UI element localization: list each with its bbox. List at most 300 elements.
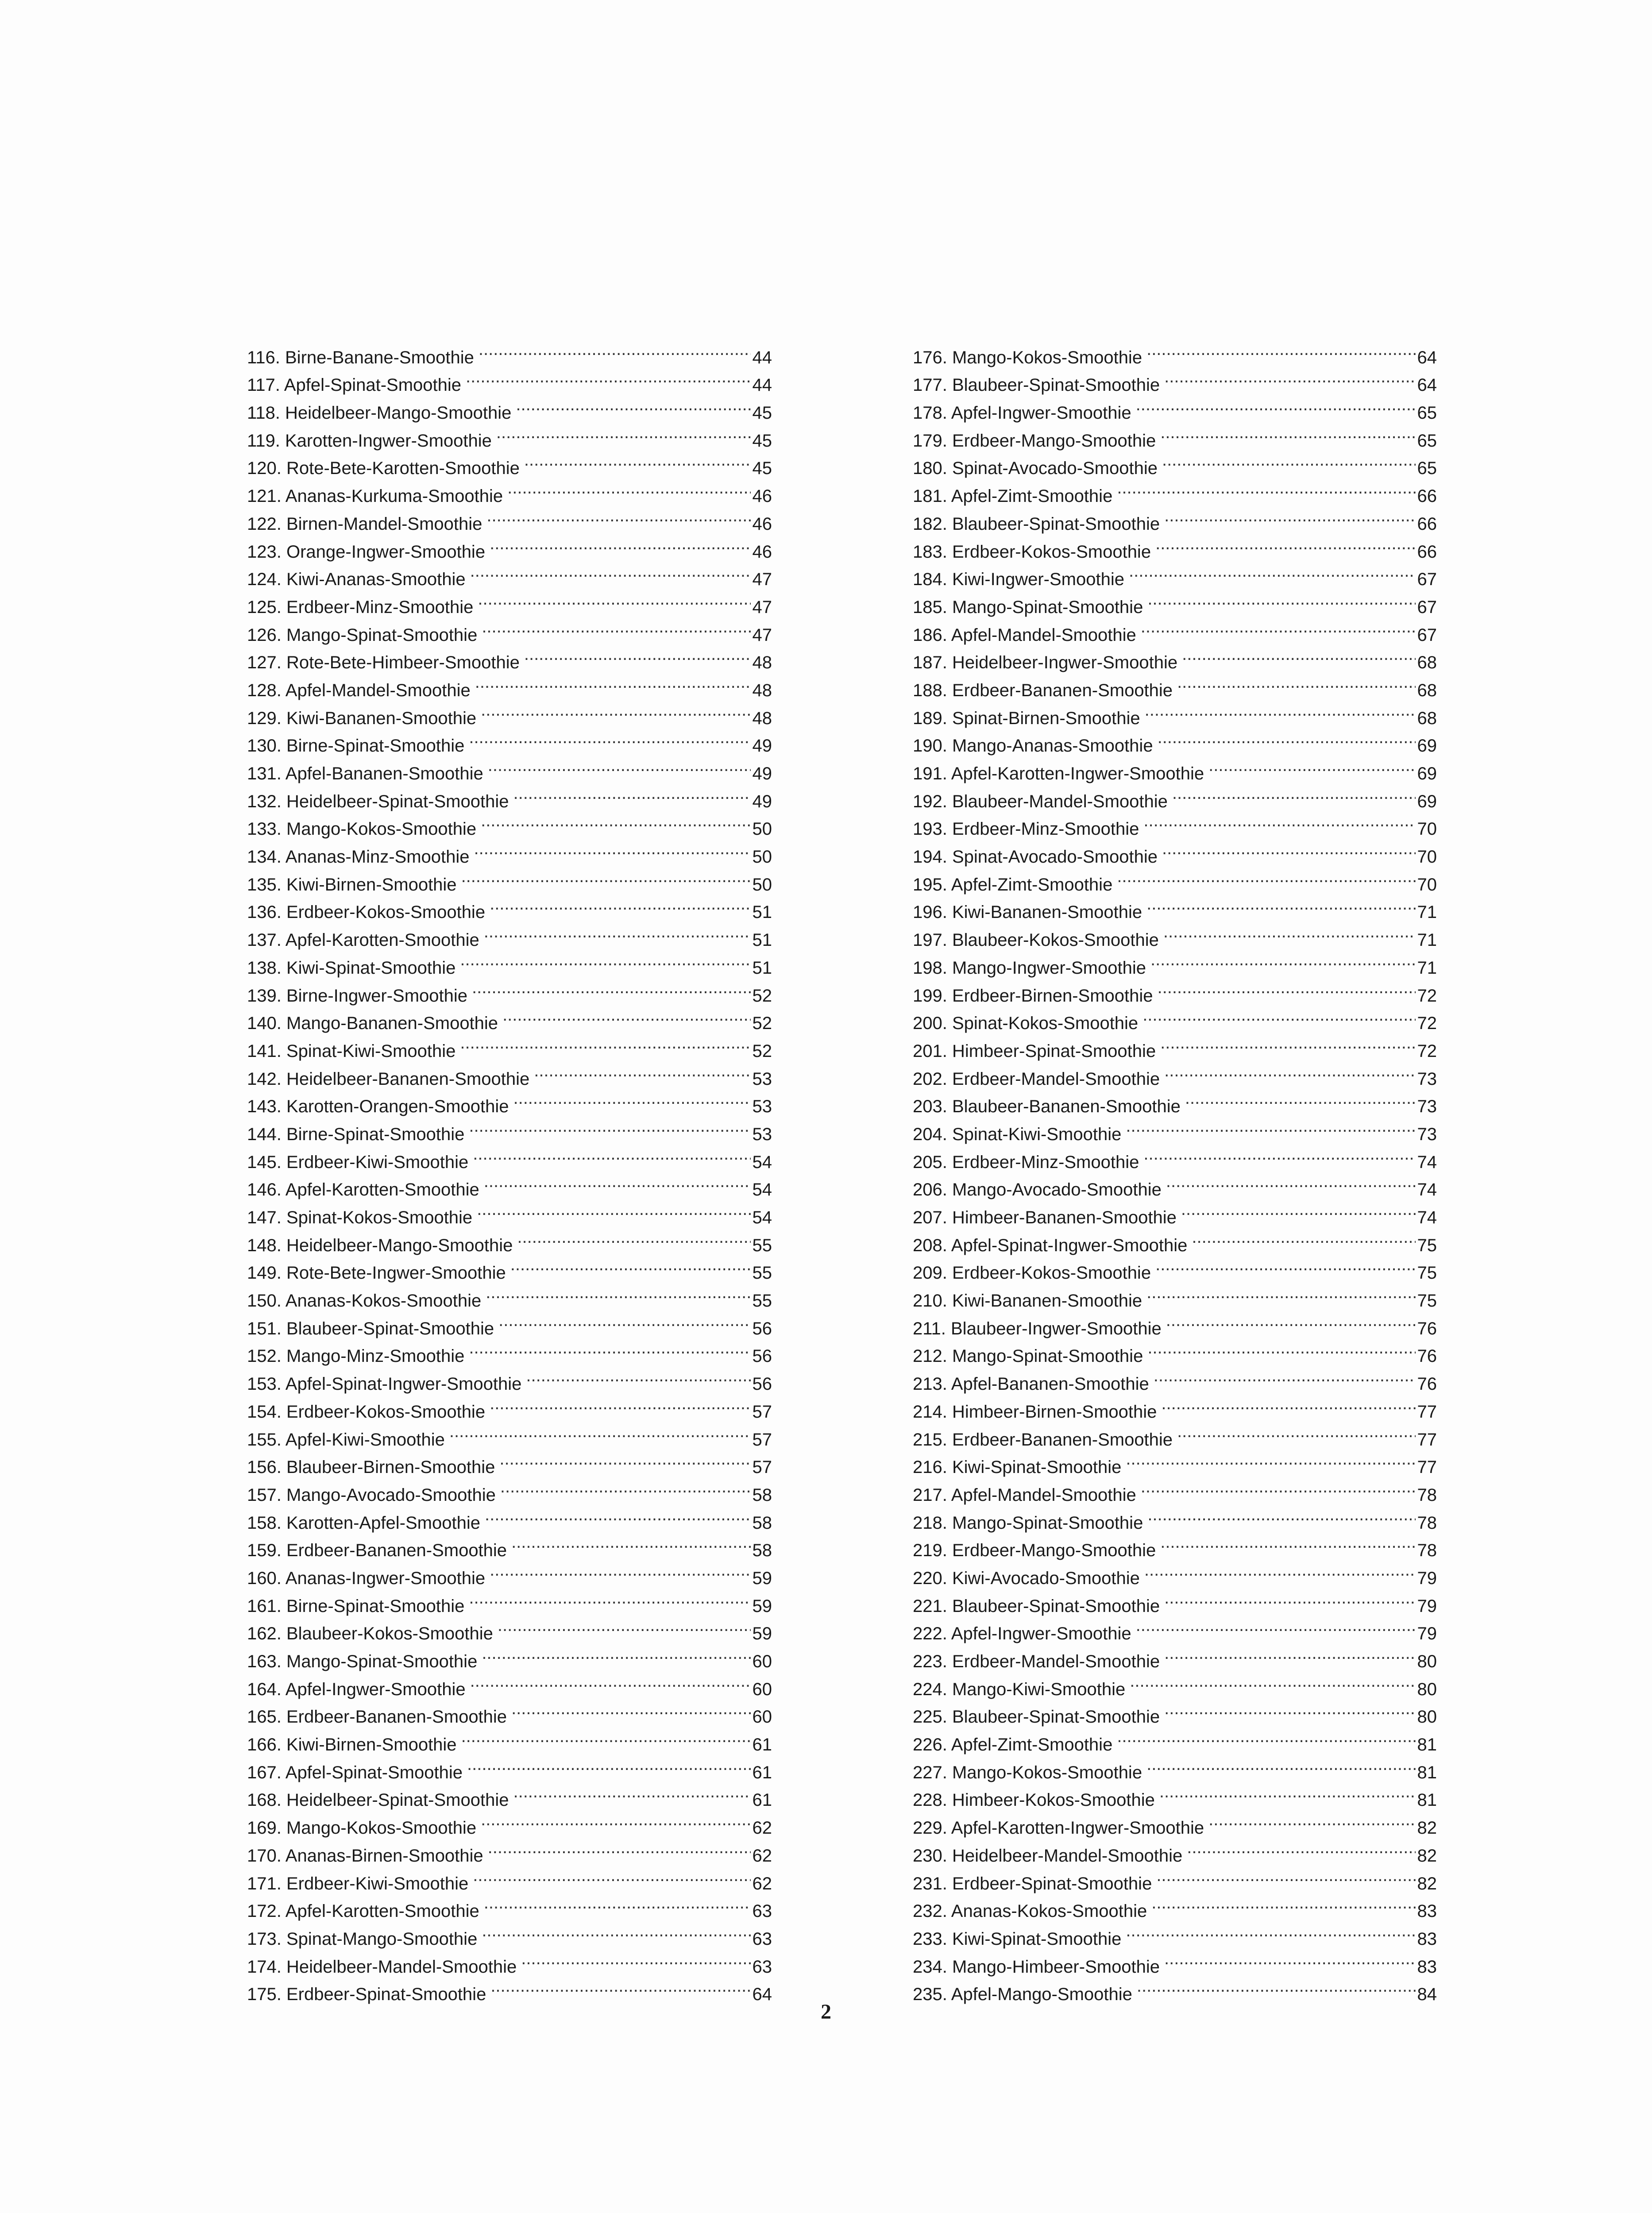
dot-leader bbox=[1162, 835, 1416, 863]
dot-leader bbox=[482, 1917, 750, 1945]
toc-entry-page: 60 bbox=[752, 1679, 772, 1699]
toc-entry-page: 68 bbox=[1417, 653, 1437, 673]
dot-leader bbox=[500, 1473, 751, 1501]
toc-entry-title: 227. Mango-Kokos-Smoothie bbox=[913, 1762, 1143, 1782]
toc-entry-page: 71 bbox=[1417, 902, 1437, 922]
toc-entry-page: 84 bbox=[1417, 1985, 1437, 2005]
toc-entry-page: 68 bbox=[1417, 708, 1437, 728]
toc-entry-page: 73 bbox=[1417, 1124, 1437, 1144]
toc-entry-title: 162. Blaubeer-Kokos-Smoothie bbox=[247, 1624, 493, 1644]
toc-entry-page: 75 bbox=[1417, 1235, 1437, 1255]
toc-entry-page: 82 bbox=[1417, 1818, 1437, 1838]
toc-entry-page: 52 bbox=[752, 986, 772, 1006]
dot-leader bbox=[1146, 335, 1415, 363]
toc-entry-title: 235. Apfel-Mango-Smoothie bbox=[913, 1985, 1132, 2005]
toc-entry-page: 44 bbox=[752, 375, 772, 395]
dot-leader bbox=[1177, 668, 1415, 696]
toc-entry-page: 64 bbox=[752, 1985, 772, 2005]
toc-entry-page: 46 bbox=[752, 514, 772, 534]
toc-entry-page: 63 bbox=[752, 1929, 772, 1949]
toc-entry-title: 136. Erdbeer-Kokos-Smoothie bbox=[247, 902, 486, 922]
dot-leader bbox=[1117, 863, 1415, 891]
dot-leader bbox=[461, 863, 751, 891]
toc-entry-title: 200. Spinat-Kokos-Smoothie bbox=[913, 1014, 1139, 1033]
toc-entry-title: 168. Heidelbeer-Spinat-Smoothie bbox=[247, 1790, 509, 1810]
toc-entry-title: 219. Erdbeer-Mango-Smoothie bbox=[913, 1541, 1156, 1561]
toc-entry-page: 63 bbox=[752, 1901, 772, 1921]
toc-entry-page: 47 bbox=[752, 625, 772, 645]
toc-entry-title: 218. Mango-Spinat-Smoothie bbox=[913, 1513, 1143, 1533]
dot-leader bbox=[469, 724, 750, 752]
toc-entry-page: 50 bbox=[752, 875, 772, 894]
dot-leader bbox=[1146, 1750, 1415, 1778]
toc-entry-page: 61 bbox=[752, 1762, 772, 1782]
page-number: 2 bbox=[821, 2000, 831, 2024]
dot-leader bbox=[521, 1945, 750, 1973]
dot-leader bbox=[1208, 1806, 1415, 1834]
toc-entry-title: 138. Kiwi-Spinat-Smoothie bbox=[247, 958, 456, 978]
toc-entry-title: 140. Mango-Bananen-Smoothie bbox=[247, 1014, 498, 1033]
toc-entry-page: 61 bbox=[752, 1735, 772, 1755]
dot-leader bbox=[474, 835, 751, 863]
toc-entry-title: 175. Erdbeer-Spinat-Smoothie bbox=[247, 1985, 486, 2005]
dot-leader bbox=[1181, 1195, 1416, 1223]
toc-entry-page: 48 bbox=[752, 680, 772, 700]
toc-entry-title: 205. Erdbeer-Minz-Smoothie bbox=[913, 1152, 1139, 1172]
dot-leader bbox=[490, 1390, 750, 1418]
toc-entry-page: 71 bbox=[1417, 958, 1437, 978]
toc-entry-page: 46 bbox=[752, 486, 772, 506]
toc-entry-title: 166. Kiwi-Birnen-Smoothie bbox=[247, 1735, 457, 1755]
toc-entry-title: 156. Blaubeer-Birnen-Smoothie bbox=[247, 1457, 495, 1477]
dot-leader bbox=[1145, 696, 1416, 724]
toc-entry-title: 170. Ananas-Birnen-Smoothie bbox=[247, 1846, 483, 1866]
dot-leader bbox=[470, 1667, 751, 1695]
dot-leader bbox=[1163, 918, 1416, 946]
toc-entry-page: 53 bbox=[752, 1124, 772, 1144]
toc-entry-title: 186. Apfel-Mandel-Smoothie bbox=[913, 625, 1136, 645]
toc-entry-title: 184. Kiwi-Ingwer-Smoothie bbox=[913, 570, 1124, 590]
toc-entry-page: 60 bbox=[752, 1652, 772, 1671]
toc-entry-title: 220. Kiwi-Avocado-Smoothie bbox=[913, 1568, 1140, 1588]
dot-leader bbox=[469, 1112, 750, 1140]
toc-entry-page: 79 bbox=[1417, 1624, 1437, 1644]
toc-entry-page: 49 bbox=[752, 764, 772, 783]
dot-leader bbox=[1150, 946, 1416, 974]
dot-leader bbox=[1137, 1973, 1416, 2001]
dot-leader bbox=[1160, 419, 1415, 447]
toc-entry-title: 131. Apfel-Bananen-Smoothie bbox=[247, 764, 483, 783]
dot-leader bbox=[469, 1334, 750, 1362]
toc-entry-title: 152. Mango-Minz-Smoothie bbox=[247, 1346, 465, 1366]
toc-entry-title: 182. Blaubeer-Spinat-Smoothie bbox=[913, 514, 1160, 534]
toc-entry-title: 209. Erdbeer-Kokos-Smoothie bbox=[913, 1263, 1151, 1283]
toc-entry-title: 164. Apfel-Ingwer-Smoothie bbox=[247, 1679, 466, 1699]
toc-entry-title: 225. Blaubeer-Spinat-Smoothie bbox=[913, 1707, 1160, 1727]
toc-entry-page: 71 bbox=[1417, 930, 1437, 950]
toc-entry-page: 62 bbox=[752, 1846, 772, 1866]
dot-leader bbox=[482, 1639, 750, 1667]
toc-entry-page: 78 bbox=[1417, 1541, 1437, 1561]
toc-entry-page: 67 bbox=[1417, 597, 1437, 617]
toc-entry-title: 181. Apfel-Zimt-Smoothie bbox=[913, 486, 1113, 506]
dot-leader bbox=[475, 668, 751, 696]
toc-entry-title: 212. Mango-Spinat-Smoothie bbox=[913, 1346, 1143, 1366]
dot-leader bbox=[534, 1057, 750, 1085]
toc-entry-page: 82 bbox=[1417, 1846, 1437, 1866]
toc-entry-page: 79 bbox=[1417, 1596, 1437, 1616]
dot-leader bbox=[460, 946, 750, 974]
dot-leader bbox=[1144, 1556, 1416, 1584]
toc-entry-title: 221. Blaubeer-Spinat-Smoothie bbox=[913, 1596, 1160, 1616]
dot-leader bbox=[1147, 1334, 1415, 1362]
toc-entry-title: 150. Ananas-Kokos-Smoothie bbox=[247, 1291, 482, 1311]
toc-entry-page: 76 bbox=[1417, 1346, 1437, 1366]
toc-entry-title: 190. Mango-Ananas-Smoothie bbox=[913, 736, 1153, 756]
toc-entry-page: 68 bbox=[1417, 680, 1437, 700]
toc-entry-page: 81 bbox=[1417, 1735, 1437, 1755]
dot-leader bbox=[1159, 1778, 1416, 1806]
toc-entry-title: 193. Erdbeer-Minz-Smoothie bbox=[913, 819, 1139, 839]
toc-entry-title: 176. Mango-Kokos-Smoothie bbox=[913, 347, 1143, 367]
toc-entry-title: 222. Apfel-Ingwer-Smoothie bbox=[913, 1624, 1131, 1644]
dot-leader bbox=[1158, 974, 1416, 1002]
toc-entry-title: 202. Erdbeer-Mandel-Smoothie bbox=[913, 1069, 1160, 1089]
dot-leader bbox=[511, 1695, 750, 1723]
toc-entry-page: 47 bbox=[752, 570, 772, 590]
toc-entry-title: 207. Himbeer-Bananen-Smoothie bbox=[913, 1208, 1177, 1227]
dot-leader bbox=[484, 1168, 751, 1196]
toc-entry-page: 62 bbox=[752, 1874, 772, 1893]
toc-entry-page: 73 bbox=[1417, 1069, 1437, 1089]
toc-entry-page: 44 bbox=[752, 347, 772, 367]
dot-leader bbox=[479, 335, 751, 363]
toc-entry-page: 57 bbox=[752, 1430, 772, 1450]
toc-entry-page: 57 bbox=[752, 1457, 772, 1477]
toc-entry-page: 58 bbox=[752, 1513, 772, 1533]
toc-entry-title: 143. Karotten-Orangen-Smoothie bbox=[247, 1097, 509, 1117]
toc-entry-page: 48 bbox=[752, 708, 772, 728]
toc-entry-title: 179. Erdbeer-Mango-Smoothie bbox=[913, 431, 1156, 451]
toc-entry-page: 59 bbox=[752, 1596, 772, 1616]
toc-entry-page: 54 bbox=[752, 1180, 772, 1200]
toc-entry-page: 57 bbox=[752, 1402, 772, 1422]
toc-entry-page: 70 bbox=[1417, 875, 1437, 894]
toc-entry-page: 82 bbox=[1417, 1874, 1437, 1893]
dot-leader bbox=[466, 363, 750, 391]
dot-leader bbox=[1160, 1529, 1415, 1557]
toc-entry-title: 116. Birne-Banane-Smoothie bbox=[247, 347, 474, 367]
toc-entry-title: 145. Erdbeer-Kiwi-Smoothie bbox=[247, 1152, 469, 1172]
toc-entry-page: 59 bbox=[752, 1624, 772, 1644]
toc-entry-title: 197. Blaubeer-Kokos-Smoothie bbox=[913, 930, 1159, 950]
toc-entry-page: 75 bbox=[1417, 1263, 1437, 1283]
toc-entry-title: 157. Mango-Avocado-Smoothie bbox=[247, 1485, 496, 1505]
toc-entry-title: 194. Spinat-Avocado-Smoothie bbox=[913, 847, 1158, 867]
toc-entry-title: 216. Kiwi-Spinat-Smoothie bbox=[913, 1457, 1122, 1477]
dot-leader bbox=[490, 891, 750, 918]
toc-entry-title: 147. Spinat-Kokos-Smoothie bbox=[247, 1208, 473, 1227]
toc-entry-page: 51 bbox=[752, 958, 772, 978]
toc-entry-title: 135. Kiwi-Birnen-Smoothie bbox=[247, 875, 457, 894]
toc-entry-title: 201. Himbeer-Spinat-Smoothie bbox=[913, 1041, 1156, 1061]
toc-entry-page: 80 bbox=[1417, 1679, 1437, 1699]
dot-leader bbox=[490, 1973, 750, 2001]
dot-leader bbox=[1154, 1362, 1416, 1390]
toc-entry-title: 231. Erdbeer-Spinat-Smoothie bbox=[913, 1874, 1152, 1893]
toc-entry-title: 203. Blaubeer-Bananen-Smoothie bbox=[913, 1097, 1181, 1117]
toc-entry-page: 55 bbox=[752, 1291, 772, 1311]
toc-entry-page: 72 bbox=[1417, 1014, 1437, 1033]
dot-leader bbox=[488, 752, 751, 779]
dot-leader bbox=[511, 1529, 750, 1557]
toc-entry-page: 70 bbox=[1417, 847, 1437, 867]
toc-entry-page: 54 bbox=[752, 1208, 772, 1227]
dot-leader bbox=[486, 1279, 750, 1307]
dot-leader bbox=[1136, 391, 1416, 419]
dot-leader bbox=[1164, 363, 1415, 391]
dot-leader bbox=[507, 474, 750, 502]
dot-leader bbox=[481, 807, 750, 835]
toc-entry-title: 208. Apfel-Spinat-Ingwer-Smoothie bbox=[913, 1235, 1188, 1255]
toc-entry-title: 154. Erdbeer-Kokos-Smoothie bbox=[247, 1402, 486, 1422]
toc-entry-title: 172. Apfel-Karotten-Smoothie bbox=[247, 1901, 479, 1921]
toc-entry-page: 74 bbox=[1417, 1208, 1437, 1227]
dot-leader bbox=[1126, 1917, 1415, 1945]
toc-entry-page: 83 bbox=[1417, 1929, 1437, 1949]
toc-entry-title: 189. Spinat-Birnen-Smoothie bbox=[913, 708, 1140, 728]
toc-entry-page: 73 bbox=[1417, 1097, 1437, 1117]
toc-entry-title: 160. Ananas-Ingwer-Smoothie bbox=[247, 1568, 486, 1588]
dot-leader bbox=[498, 1612, 751, 1640]
dot-leader bbox=[461, 1723, 751, 1750]
toc-entry-title: 226. Apfel-Zimt-Smoothie bbox=[913, 1735, 1113, 1755]
toc-entry-page: 53 bbox=[752, 1097, 772, 1117]
toc-entry-page: 67 bbox=[1417, 570, 1437, 590]
toc-entry-page: 56 bbox=[752, 1319, 772, 1338]
toc-entry-title: 232. Ananas-Kokos-Smoothie bbox=[913, 1901, 1147, 1921]
dot-leader bbox=[1177, 1418, 1415, 1446]
toc-entry-page: 78 bbox=[1417, 1513, 1437, 1533]
dot-leader bbox=[486, 502, 750, 530]
toc-entry-page: 63 bbox=[752, 1957, 772, 1977]
dot-leader bbox=[473, 1140, 750, 1168]
toc-entry-title: 137. Apfel-Karotten-Smoothie bbox=[247, 930, 479, 950]
toc-entry-page: 69 bbox=[1417, 791, 1437, 811]
toc-entry-page: 56 bbox=[752, 1346, 772, 1366]
toc-entry-title: 195. Apfel-Zimt-Smoothie bbox=[913, 875, 1113, 894]
toc-entry-page: 49 bbox=[752, 736, 772, 756]
toc-entry-title: 228. Himbeer-Kokos-Smoothie bbox=[913, 1790, 1155, 1810]
dot-leader bbox=[1146, 1279, 1415, 1307]
dot-leader bbox=[1166, 1307, 1416, 1334]
toc-entry-title: 123. Orange-Ingwer-Smoothie bbox=[247, 542, 486, 562]
dot-leader bbox=[449, 1418, 751, 1446]
dot-leader bbox=[1117, 474, 1415, 502]
toc-entry-page: 76 bbox=[1417, 1374, 1437, 1394]
toc-entry-page: 72 bbox=[1417, 1041, 1437, 1061]
toc-entry-title: 180. Spinat-Avocado-Smoothie bbox=[913, 459, 1158, 478]
toc-entry-page: 72 bbox=[1417, 986, 1437, 1006]
toc-entry-title: 130. Birne-Spinat-Smoothie bbox=[247, 736, 465, 756]
toc-entry-title: 132. Heidelbeer-Spinat-Smoothie bbox=[247, 791, 509, 811]
toc-entry-page: 80 bbox=[1417, 1652, 1437, 1671]
toc-entry-page: 77 bbox=[1417, 1457, 1437, 1477]
toc-entry-page: 55 bbox=[752, 1235, 772, 1255]
toc-entry-title: 192. Blaubeer-Mandel-Smoothie bbox=[913, 791, 1168, 811]
toc-entry-page: 65 bbox=[1417, 459, 1437, 478]
dot-leader bbox=[469, 1584, 750, 1612]
toc-entry-title: 127. Rote-Bete-Himbeer-Smoothie bbox=[247, 653, 520, 673]
dot-leader bbox=[477, 1195, 750, 1223]
dot-leader bbox=[1143, 807, 1415, 835]
toc-entry-title: 215. Erdbeer-Bananen-Smoothie bbox=[913, 1430, 1173, 1450]
toc-entry-page: 81 bbox=[1417, 1790, 1437, 1810]
toc-entry[interactable] bbox=[913, 335, 1437, 367]
dot-leader bbox=[481, 1806, 750, 1834]
dot-leader bbox=[1151, 1889, 1415, 1917]
toc-entry-title: 158. Karotten-Apfel-Smoothie bbox=[247, 1513, 480, 1533]
toc-entry-page: 77 bbox=[1417, 1402, 1437, 1422]
dot-leader bbox=[490, 530, 750, 558]
toc-entry-title: 174. Heidelbeer-Mandel-Smoothie bbox=[247, 1957, 517, 1977]
toc-entry-page: 48 bbox=[752, 653, 772, 673]
toc-entry-title: 230. Heidelbeer-Mandel-Smoothie bbox=[913, 1846, 1183, 1866]
dot-leader bbox=[1158, 724, 1416, 752]
toc-entry-page: 46 bbox=[752, 542, 772, 562]
toc-entry-page: 66 bbox=[1417, 486, 1437, 506]
dot-leader bbox=[460, 1029, 750, 1057]
toc-entry-title: 155. Apfel-Kiwi-Smoothie bbox=[247, 1430, 445, 1450]
dot-leader bbox=[1164, 1639, 1415, 1667]
toc-column-left bbox=[247, 335, 772, 2005]
toc-entry-title: 122. Birnen-Mandel-Smoothie bbox=[247, 514, 482, 534]
dot-leader bbox=[470, 558, 751, 586]
toc-entry-page: 64 bbox=[1417, 375, 1437, 395]
dot-leader bbox=[1117, 1723, 1415, 1750]
toc-entry-title: 178. Apfel-Ingwer-Smoothie bbox=[913, 403, 1131, 423]
toc-entry-page: 50 bbox=[752, 819, 772, 839]
toc-entry-title: 210. Kiwi-Bananen-Smoothie bbox=[913, 1291, 1143, 1311]
toc-entry-title: 234. Mango-Himbeer-Smoothie bbox=[913, 1957, 1160, 1977]
dot-leader bbox=[510, 1251, 751, 1279]
toc-entry-page: 76 bbox=[1417, 1319, 1437, 1338]
toc-entry-page: 61 bbox=[752, 1790, 772, 1810]
toc-entry-title: 199. Erdbeer-Birnen-Smoothie bbox=[913, 986, 1153, 1006]
toc-entry-title: 204. Spinat-Kiwi-Smoothie bbox=[913, 1124, 1122, 1144]
toc-entry-page: 58 bbox=[752, 1485, 772, 1505]
toc-entry-page: 47 bbox=[752, 597, 772, 617]
toc-column-right bbox=[913, 335, 1437, 2005]
toc-entry-title: 133. Mango-Kokos-Smoothie bbox=[247, 819, 477, 839]
toc-entry-title: 206. Mango-Avocado-Smoothie bbox=[913, 1180, 1162, 1200]
dot-leader bbox=[502, 1002, 750, 1029]
dot-leader bbox=[1141, 613, 1416, 641]
toc-entry-title: 144. Birne-Spinat-Smoothie bbox=[247, 1124, 465, 1144]
toc-entry-page: 55 bbox=[752, 1263, 772, 1283]
toc-entry-title: 153. Apfel-Spinat-Ingwer-Smoothie bbox=[247, 1374, 522, 1394]
toc-entry-title: 139. Birne-Ingwer-Smoothie bbox=[247, 986, 468, 1006]
toc-entry-page: 75 bbox=[1417, 1291, 1437, 1311]
toc-entry-page: 50 bbox=[752, 847, 772, 867]
dot-leader bbox=[1164, 1945, 1415, 1973]
dot-leader bbox=[1164, 1695, 1415, 1723]
dot-leader bbox=[499, 1446, 750, 1473]
toc-entry-page: 51 bbox=[752, 930, 772, 950]
dot-leader bbox=[1162, 447, 1416, 474]
dot-leader bbox=[488, 1834, 751, 1862]
toc-entry-page: 80 bbox=[1417, 1707, 1437, 1727]
dot-leader bbox=[1160, 1029, 1415, 1057]
dot-leader bbox=[1156, 1862, 1415, 1889]
toc-entry-title: 171. Erdbeer-Kiwi-Smoothie bbox=[247, 1874, 469, 1893]
dot-leader bbox=[467, 1750, 751, 1778]
dot-leader bbox=[1182, 641, 1415, 669]
dot-leader bbox=[485, 1501, 751, 1529]
dot-leader bbox=[1143, 1002, 1415, 1029]
toc-entry-page: 83 bbox=[1417, 1957, 1437, 1977]
toc-entry-title: 188. Erdbeer-Bananen-Smoothie bbox=[913, 680, 1173, 700]
dot-leader bbox=[1130, 1667, 1415, 1695]
dot-leader bbox=[1161, 1390, 1415, 1418]
dot-leader bbox=[1155, 530, 1415, 558]
toc-entry-title: 121. Ananas-Kurkuma-Smoothie bbox=[247, 486, 503, 506]
dot-leader bbox=[490, 1556, 750, 1584]
toc-entry-page: 45 bbox=[752, 459, 772, 478]
dot-leader bbox=[1155, 1251, 1415, 1279]
dot-leader bbox=[1143, 1140, 1415, 1168]
toc-entry-page: 66 bbox=[1417, 542, 1437, 562]
toc-entry[interactable] bbox=[247, 335, 772, 367]
dot-leader bbox=[1141, 1473, 1416, 1501]
toc-entry-title: 233. Kiwi-Spinat-Smoothie bbox=[913, 1929, 1122, 1949]
toc-entry-title: 187. Heidelbeer-Ingwer-Smoothie bbox=[913, 653, 1178, 673]
toc-entry-title: 149. Rote-Bete-Ingwer-Smoothie bbox=[247, 1263, 506, 1283]
toc-entry-page: 56 bbox=[752, 1374, 772, 1394]
toc-entry-page: 52 bbox=[752, 1014, 772, 1033]
toc-entry-page: 74 bbox=[1417, 1152, 1437, 1172]
toc-entry-title: 151. Blaubeer-Spinat-Smoothie bbox=[247, 1319, 494, 1338]
dot-leader bbox=[1192, 1223, 1415, 1251]
toc-entry-page: 59 bbox=[752, 1568, 772, 1588]
dot-leader bbox=[496, 419, 751, 447]
dot-leader bbox=[1146, 891, 1415, 918]
toc-entry-title: 173. Spinat-Mango-Smoothie bbox=[247, 1929, 478, 1949]
dot-leader bbox=[1126, 1112, 1415, 1140]
toc-entry-title: 223. Erdbeer-Mandel-Smoothie bbox=[913, 1652, 1160, 1671]
toc-entry-page: 77 bbox=[1417, 1430, 1437, 1450]
toc-entry-title: 213. Apfel-Bananen-Smoothie bbox=[913, 1374, 1149, 1394]
dot-leader bbox=[1208, 752, 1415, 779]
toc-entry-title: 120. Rote-Bete-Karotten-Smoothie bbox=[247, 459, 520, 478]
dot-leader bbox=[1164, 1584, 1415, 1612]
dot-leader bbox=[498, 1307, 750, 1334]
toc-entry-page: 83 bbox=[1417, 1901, 1437, 1921]
toc-entry-title: 134. Ananas-Minz-Smoothie bbox=[247, 847, 470, 867]
dot-leader bbox=[1185, 1085, 1416, 1113]
toc-entry-page: 54 bbox=[752, 1152, 772, 1172]
toc-entry-title: 159. Erdbeer-Bananen-Smoothie bbox=[247, 1541, 507, 1561]
dot-leader bbox=[1164, 1057, 1415, 1085]
dot-leader bbox=[1147, 1501, 1415, 1529]
toc-entry-title: 117. Apfel-Spinat-Smoothie bbox=[247, 375, 462, 395]
dot-leader bbox=[473, 1862, 750, 1889]
dot-leader bbox=[484, 918, 751, 946]
toc-entry-title: 177. Blaubeer-Spinat-Smoothie bbox=[913, 375, 1160, 395]
toc-entry-page: 67 bbox=[1417, 625, 1437, 645]
dot-leader bbox=[524, 447, 751, 474]
toc-entry-title: 118. Heidelbeer-Mango-Smoothie bbox=[247, 403, 512, 423]
